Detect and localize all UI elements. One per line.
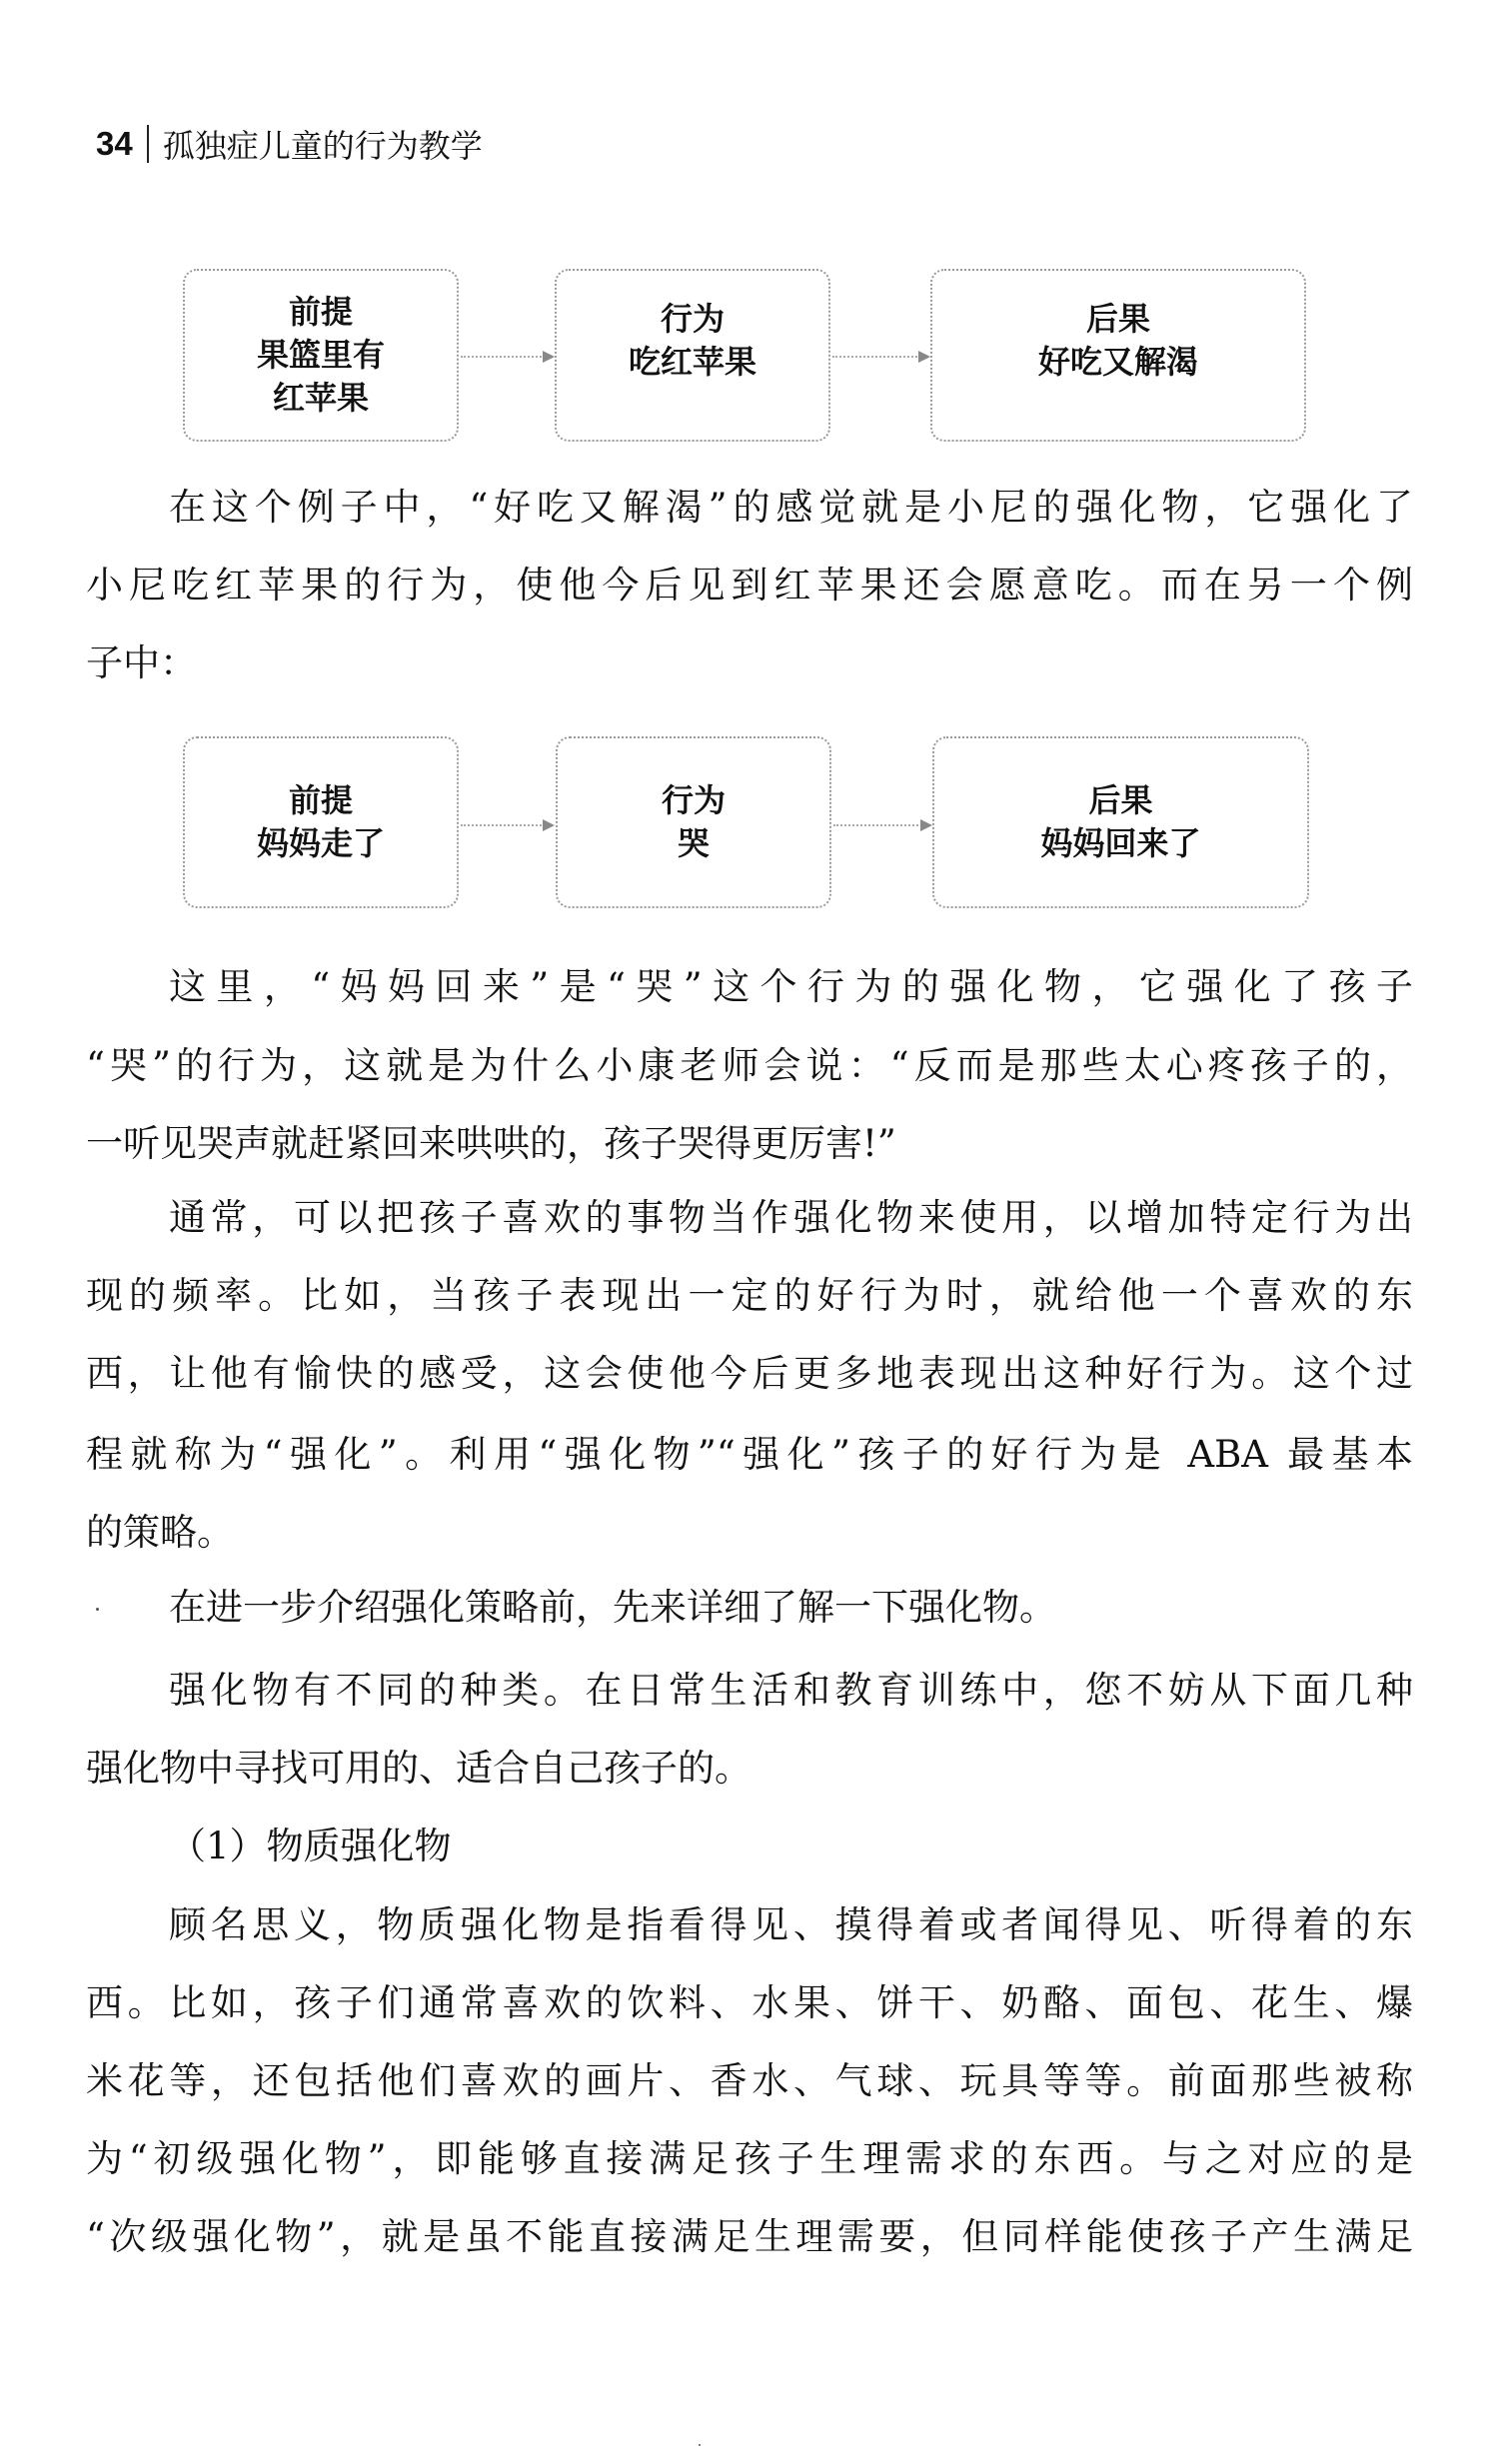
speck	[96, 1608, 99, 1611]
consequence-box	[930, 269, 1306, 442]
box-title: 前提	[288, 293, 353, 331]
text-line: 这里，“妈妈回来”是“哭”这个行为的强化物，它强化了孩子	[169, 965, 1413, 1008]
speck	[699, 2444, 701, 2446]
arrow-icon	[832, 356, 928, 358]
text-line: 强化物有不同的种类。在日常生活和教育训练中，您不妨从下面几种	[169, 1669, 1413, 1712]
book-title: 孤独症儿童的行为教学	[162, 128, 483, 164]
text-line: 通常，可以把孩子喜欢的事物当作强化物来使用，以增加特定行为出	[169, 1196, 1413, 1239]
box-text: 果篮里有	[256, 336, 385, 374]
text-line: 在这个例子中，“好吃又解渴”的感觉就是小尼的强化物，它强化了	[169, 486, 1413, 529]
arrow-icon	[461, 356, 553, 358]
antecedent-box	[183, 736, 459, 908]
box-title: 行为	[660, 299, 725, 338]
box-text: 好吃又解渴	[1037, 342, 1198, 381]
box-title: 后果	[1085, 299, 1150, 338]
arrow-icon	[461, 824, 553, 826]
text-line: 强化物中寻找可用的、适合自己孩子的。	[86, 1747, 751, 1790]
text-line: 的策略。	[86, 1511, 234, 1554]
box-text: 妈妈回来了	[1040, 824, 1201, 862]
text-line: 西。比如，孩子们通常喜欢的饮料、水果、饼干、奶酪、面包、花生、爆	[86, 1981, 1413, 2024]
box-title: 行为	[661, 781, 726, 819]
running-header	[96, 120, 483, 168]
text-line: “次级强化物”，就是虽不能直接满足生理需要，但同样能使孩子产生满足	[86, 2215, 1413, 2258]
box-text: 妈妈走了	[256, 824, 385, 862]
box-text: 红苹果	[272, 379, 369, 417]
text-line: “哭”的行为，这就是为什么小康老师会说：“反而是那些太心疼孩子的，	[86, 1044, 1413, 1087]
box-text: 吃红苹果	[628, 342, 756, 381]
text-line: 米花等，还包括他们喜欢的画片、香水、气球、玩具等等。前面那些被称	[86, 2059, 1413, 2102]
text-line: 程就称为“强化”。利用“强化物”“强化”孩子的好行为是 ABA 最基本	[86, 1433, 1413, 1476]
antecedent-box	[183, 269, 459, 442]
header-divider	[147, 125, 149, 163]
text-line: 顾名思义，物质强化物是指看得见、摸得着或者闻得见、听得着的东	[169, 1903, 1413, 1946]
behavior-box	[555, 269, 830, 442]
text-line: 一听见哭声就赶紧回来哄哄的，孩子哭得更厉害!”	[86, 1122, 896, 1165]
box-text: 哭	[677, 824, 710, 862]
box-title: 后果	[1088, 781, 1153, 819]
arrow-icon	[833, 824, 930, 826]
text-line: 小尼吃红苹果的行为，使他今后见到红苹果还会愿意吃。而在另一个例	[86, 564, 1413, 607]
text-line: 现的频率。比如，当孩子表现出一定的好行为时，就给他一个喜欢的东	[86, 1274, 1413, 1317]
section-heading: （1）物质强化物	[169, 1825, 452, 1867]
box-title: 前提	[288, 781, 353, 819]
text-line: 西，让他有愉快的感受，这会使他今后更多地表现出这种好行为。这个过	[86, 1352, 1413, 1395]
page-number: 34	[96, 125, 133, 162]
behavior-box	[556, 736, 831, 908]
text-line: 在进一步介绍强化策略前，先来详细了解一下强化物。	[169, 1586, 1056, 1629]
text-line: 为“初级强化物”，即能够直接满足孩子生理需求的东西。与之对应的是	[86, 2137, 1413, 2180]
consequence-box	[932, 736, 1309, 908]
text-line: 子中：	[86, 641, 197, 684]
